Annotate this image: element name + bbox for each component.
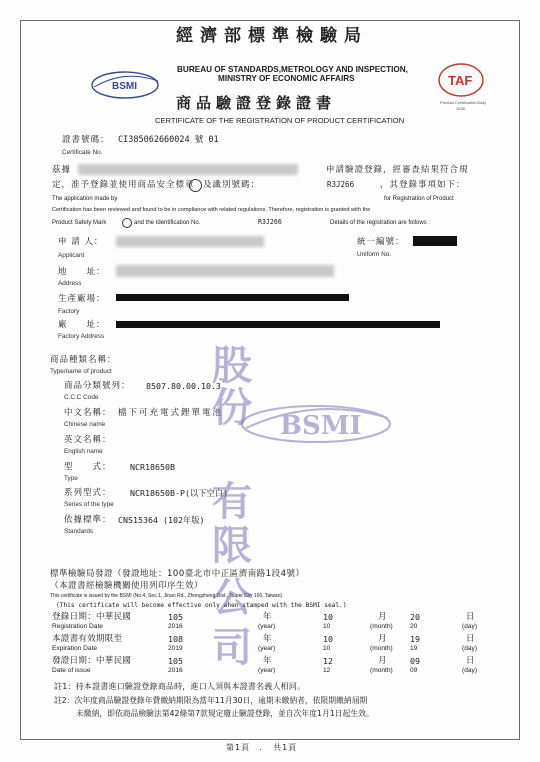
date-row-2-month: 10 — [323, 634, 333, 644]
date-row-3-year: 105 — [168, 656, 183, 666]
bsmi-logo-text: BSMI — [112, 81, 137, 92]
factory-label-zh: 生產廠場： — [58, 294, 106, 304]
date-row-3-day-zh: 日 — [466, 656, 476, 666]
date-row-2-year: 108 — [168, 634, 183, 644]
issuer-line-en: This certificate is issued by the BSMI (No.4, Sec.1, Jinan Rd., Zhongzheng Dist., Taipei City 100, Taiwan) — [50, 593, 283, 599]
issuer-line-en-2: (This certificate will become effective only when stamped with the BSMI seal.) — [56, 602, 347, 609]
date-row-2-year-en: (year) — [258, 645, 276, 652]
ccc-value: 8507.80.00.10.3 — [146, 381, 221, 391]
date-row-1-month-en: (month) — [370, 623, 393, 630]
watermark-char-5: 公 — [212, 574, 252, 621]
ccc-label-en: C.C.C Code — [64, 394, 99, 401]
date-row-3-label-en: Date of issue — [52, 667, 91, 674]
date-row-1-year-zh: 年 — [263, 612, 273, 622]
redacted-applicant — [116, 236, 264, 247]
date-row-1-year: 105 — [168, 612, 183, 622]
ccc-label-zh: 商品分類號列： — [64, 381, 131, 391]
chinese-name-label-en: Chinese name — [64, 421, 106, 428]
factory-label-en: Factory — [58, 308, 80, 315]
date-row-2-year-ad: 2019 — [168, 645, 183, 652]
english-name-label-en: English name — [64, 448, 103, 455]
date-row-1-day-en: (day) — [462, 623, 478, 630]
date-row-1-day-zh: 日 — [466, 612, 476, 622]
date-row-3-year-ad: 2016 — [168, 667, 183, 674]
redacted-applicant-name — [78, 164, 298, 175]
date-row-3-month-zh: 月 — [378, 656, 388, 666]
redacted-factory — [116, 294, 349, 301]
product-type-label-en: Type/name of product — [50, 368, 112, 375]
intro-zh-4: 及識別號碼： — [203, 180, 261, 190]
chinese-name-label-zh: 中文名稱： — [64, 408, 112, 418]
mark-id-value: R3J266 — [327, 180, 355, 189]
watermark-char-6: 司 — [212, 624, 252, 671]
date-row-3-year-en: (year) — [258, 667, 276, 674]
unified-no-label-en: Uniform No. — [357, 251, 392, 258]
date-row-1-label-zh: 登錄日期：中華民國 — [52, 612, 132, 622]
redacted-factory-address — [116, 321, 440, 328]
date-row-1-month: 10 — [323, 612, 333, 622]
intro-en-2: for Registration of Product — [384, 196, 454, 202]
date-row-1-year-ad: 2016 — [168, 623, 183, 630]
safety-mark-icon — [189, 179, 202, 192]
date-row-1-day: 20 — [410, 612, 420, 622]
bsmi-watermark-text: BSMI — [280, 411, 362, 441]
note-2-line-1: 註2：次年度商品驗證登錄年費繳納期限為當年11月30日，逾期未繳納者，依限期繳納屆期 — [54, 696, 368, 705]
factory-address-label-zh: 廠 址： — [58, 320, 106, 330]
cert-no-value: CI385062660024 號 01 — [118, 135, 219, 145]
redacted-unified-no — [413, 236, 457, 246]
standard-label-zh: 依據標準： — [64, 515, 112, 525]
intro-en-1: The application made by — [52, 196, 118, 202]
intro-zh-2: 申請驗證登錄，經審查結果符合規 — [326, 165, 469, 175]
date-row-1-day-num: 20 — [410, 623, 418, 630]
factory-address-label-en: Factory Address — [58, 333, 105, 340]
agency-name-en-2: MINISTRY OF ECONOMIC AFFAIRS — [218, 74, 355, 83]
date-row-3-month-num: 12 — [323, 667, 331, 674]
intro-en-5: and the Identification No. — [134, 220, 201, 226]
series-value: NCR18650B-P(以下空白) — [130, 488, 229, 498]
watermark-char-2: 份 — [212, 384, 252, 431]
date-row-3-label-zh: 發證日期：中華民國 — [52, 656, 132, 666]
bsmi-watermark-seal — [236, 398, 396, 448]
address-label-zh: 地 址： — [58, 267, 106, 277]
date-row-2-month-zh: 月 — [378, 634, 388, 644]
intro-en-3: Certification has been reviewed and found to be in compliance with related regulations. Therefore, registration is granted with the — [52, 207, 371, 213]
date-row-3-day-num: 09 — [410, 667, 418, 674]
date-row-3-day: 09 — [410, 656, 420, 666]
bsmi-logo — [88, 67, 162, 103]
date-row-2-day: 19 — [410, 634, 420, 644]
date-row-3-month: 12 — [323, 656, 333, 666]
issuer-line-zh-2: （本證書經檢驗機關使用列印序生效） — [50, 581, 204, 591]
watermark-char-1: 股 — [212, 342, 252, 389]
applicant-label-zh: 申 請 人： — [58, 237, 104, 247]
intro-zh-1: 茲據 — [52, 165, 72, 175]
taf-logo — [436, 60, 486, 112]
cert-no-label-zh: 證書號碼： — [62, 135, 110, 145]
note-1: 註1：持本證書進口驗證登錄商品時，進口人須與本證書名義人相同。 — [54, 682, 306, 691]
watermark-char-4: 限 — [212, 522, 252, 569]
intro-en-4: Product Safety Mark — [52, 220, 107, 226]
date-row-2-label-zh: 本證書有效期限至 — [52, 634, 123, 644]
standard-value: CNS15364 (102年版) — [118, 515, 205, 525]
date-row-1-label-en: Registration Date — [52, 623, 103, 630]
date-row-2-day-num: 19 — [410, 645, 418, 652]
certificate-title-zh: 商品驗證登錄證書 — [176, 94, 337, 112]
date-row-2-label-en: Expiration Date — [52, 645, 98, 652]
intro-zh-5: ，其登錄事項如下： — [380, 180, 466, 190]
date-row-2-day-en: (day) — [462, 645, 478, 652]
date-row-2-day-zh: 日 — [466, 634, 476, 644]
standard-label-en: Standards — [64, 528, 94, 535]
page-number: 第1頁 ． 共1頁 — [226, 743, 298, 752]
type-label-en: Type — [64, 475, 78, 482]
date-row-2-month-num: 10 — [323, 645, 331, 652]
agency-name-zh: 經濟部標準檢驗局 — [176, 26, 368, 46]
note-2-line-2: 未繳納，即依商品檢驗法第42條第7款規定廢止驗證登錄，並自次年度1月1日起生效。 — [76, 709, 374, 718]
type-value: NCR18650B — [130, 462, 175, 472]
address-label-en: Address — [58, 280, 82, 287]
chinese-name-value: 檔下可充電式鋰單電池 — [118, 408, 224, 418]
date-row-2-month-en: (month) — [370, 645, 393, 652]
series-label-en: Series of the type — [64, 501, 114, 508]
product-type-label-zh: 商品種類名稱： — [50, 355, 117, 365]
taf-sub-text: Product Certification Body — [440, 100, 486, 105]
intro-en-6: Details of the registration are follows : — [330, 220, 431, 226]
cert-no-label-en: Certificate No. — [62, 149, 103, 156]
taf-number: 1028 — [456, 106, 465, 111]
redacted-address — [116, 265, 334, 277]
certificate-border — [20, 20, 520, 740]
intro-zh-3: 定，准予登錄並使用商品安全標章 — [52, 180, 195, 190]
date-row-1-month-zh: 月 — [378, 612, 388, 622]
mark-id-value-en: R3J266 — [258, 218, 282, 226]
date-row-3-day-en: (day) — [462, 667, 478, 674]
taf-logo-text: TAF — [448, 73, 473, 88]
unified-no-label-zh: 統一編號： — [357, 237, 405, 247]
watermark-char-3: 有 — [212, 478, 252, 525]
date-row-3-month-en: (month) — [370, 667, 393, 674]
agency-name-en-1: BUREAU OF STANDARDS,METROLOGY AND INSPECTION, — [177, 65, 408, 74]
date-row-3-year-zh: 年 — [263, 656, 273, 666]
date-row-1-year-en: (year) — [258, 623, 276, 630]
safety-mark-small-icon — [122, 218, 132, 228]
applicant-label-en: Applicant — [58, 252, 85, 259]
english-name-label-zh: 英文名稱： — [64, 435, 112, 445]
issuer-line-zh-1: 標準檢驗局發證（發證地址：100臺北市中正區濟南路1段4號） — [50, 569, 305, 579]
series-label-zh: 系列型式： — [64, 488, 112, 498]
date-row-2-year-zh: 年 — [263, 634, 273, 644]
date-row-1-month-num: 10 — [323, 623, 331, 630]
type-label-zh: 型 式： — [64, 462, 112, 472]
certificate-title-en: CERTIFICATE OF THE REGISTRATION OF PRODUCT CERTIFICATION — [155, 116, 405, 125]
